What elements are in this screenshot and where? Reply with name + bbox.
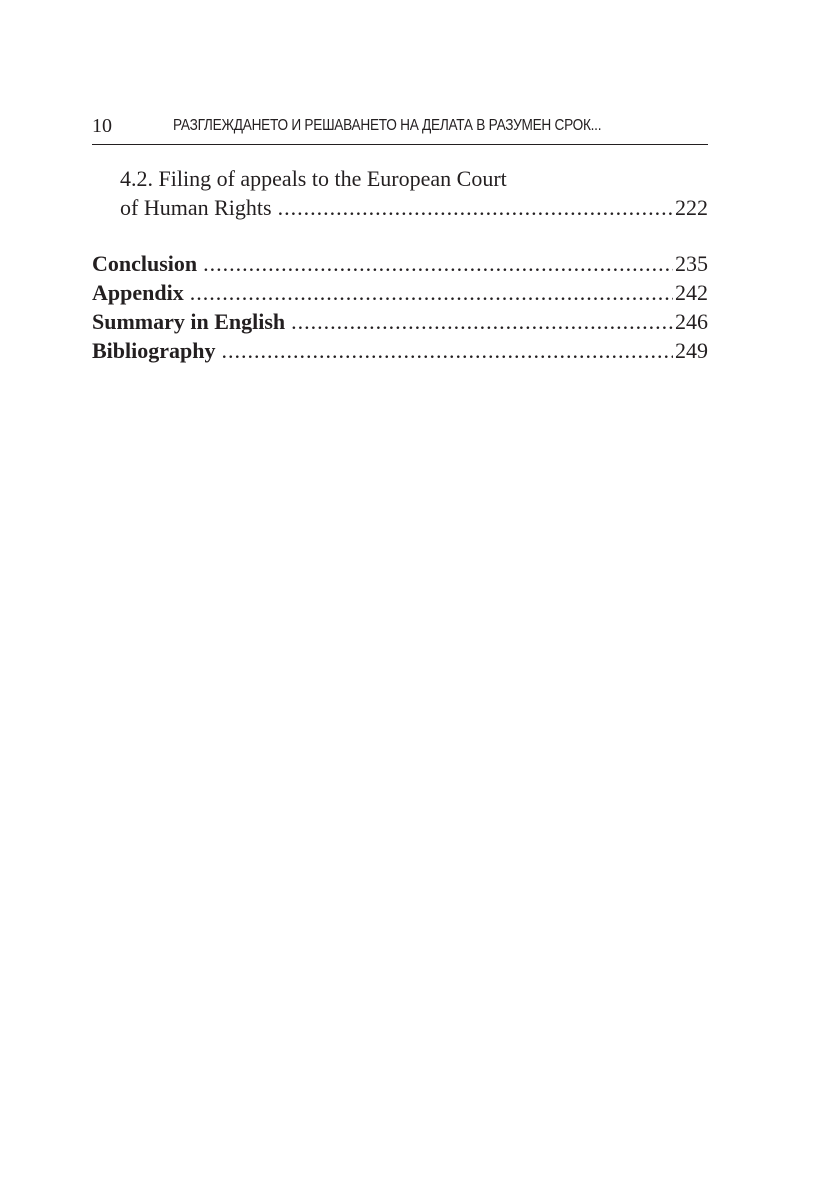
- dot-leader: [203, 249, 673, 278]
- running-title: РАЗГЛЕЖДАНЕТО И РЕШАВАНЕТО НА ДЕЛАТА В РАЗУМЕН СРОК...: [173, 117, 602, 134]
- table-of-contents: [92, 164, 708, 365]
- toc-entry-label: 4.2. Filing of appeals to the European Court: [120, 166, 507, 191]
- page-number: 10: [92, 115, 112, 137]
- dot-leader: [190, 278, 673, 307]
- dot-leader: [278, 193, 673, 222]
- dot-leader: [291, 307, 673, 336]
- toc-entry-label: Summary in English: [92, 309, 286, 334]
- toc-entry-summary-in-english[interactable]: [92, 307, 708, 336]
- dot-leader: [221, 336, 673, 365]
- toc-entry-label: Conclusion: [92, 251, 198, 276]
- toc-entry-4-2-first-line[interactable]: [92, 164, 708, 193]
- toc-entry-conclusion[interactable]: [92, 249, 708, 278]
- toc-page-number: 222: [675, 195, 708, 220]
- toc-entry-bibliography[interactable]: [92, 336, 708, 365]
- section-gap: [92, 222, 708, 249]
- toc-page-number: 249: [675, 338, 708, 363]
- toc-entry-label: Appendix: [92, 280, 184, 305]
- toc-page-number: 246: [675, 309, 708, 334]
- toc-entry-4-2[interactable]: [92, 193, 708, 222]
- running-header: [92, 112, 708, 145]
- toc-entry-label: Bibliography: [92, 338, 216, 363]
- toc-page-number: 242: [675, 280, 708, 305]
- toc-page-number: 235: [675, 251, 708, 276]
- toc-entry-appendix[interactable]: [92, 278, 708, 307]
- toc-entry-label: of Human Rights: [120, 195, 272, 220]
